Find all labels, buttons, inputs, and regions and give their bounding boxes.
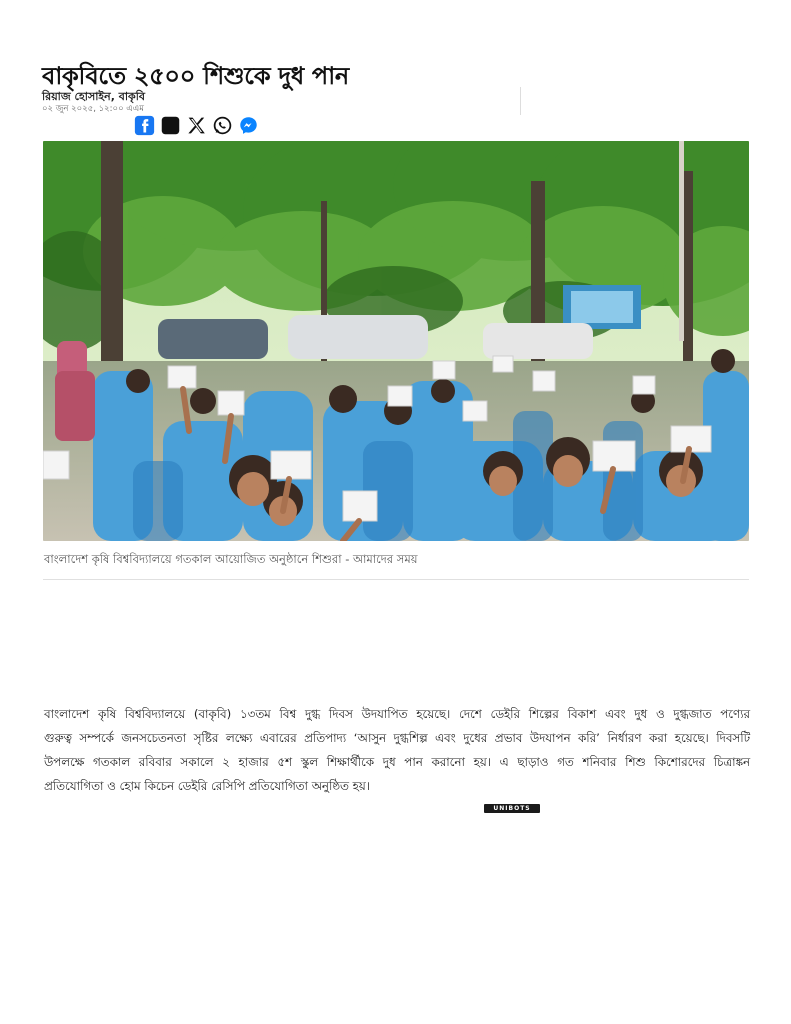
publish-date: ০২ জুন ২০২৫, ১২:০০ এএম: [42, 104, 144, 114]
facebook-icon[interactable]: [133, 114, 155, 136]
share-bar: [133, 114, 259, 136]
photo-caption: বাংলাদেশ কৃষি বিশ্ববিদ্যালয়ে গতকাল আয়োজিত অনুষ্ঠানে শিশুরা - আমাদের সময়: [44, 552, 418, 566]
x-icon[interactable]: [185, 114, 207, 136]
body-line: বাংলাদেশ কৃষি বিশ্ববিদ্যালয়ে (বাকৃবি) ১৩তম বিশ্ব দুগ্ধ দিবস উদযাপিত হয়েছে। দেশে ডেইরি শিল্পের বিকাশ এবং দুধ ও দুগ্ধজাত পণ্যের: [44, 707, 750, 721]
body-line: উপলক্ষে গতকাল রবিবার সকালে ২ হাজার ৫শ স্কুল শিক্ষার্থীকে দুধ পান করানো হয়। এ ছাড়াও গত শনিবার শিশু কিশোরদের চিত্রাঙ্কন: [44, 755, 750, 769]
article-photo: [43, 141, 749, 541]
article-body: [44, 702, 750, 798]
body-line: প্রতিযোগিতা ও হোম কিচেন ডেইরি রেসিপি প্রতিযোগিতা অনুষ্ঠিত হয়।: [44, 779, 370, 793]
header-divider: [520, 87, 521, 115]
author-byline[interactable]: রিয়াজ হোসাইন, বাকৃবি: [42, 90, 145, 103]
caption-divider: [43, 579, 749, 580]
unibots-badge[interactable]: UNIBOTS: [484, 804, 540, 813]
headline: বাকৃবিতে ২৫০০ শিশুকে দুধ পান: [42, 62, 349, 91]
messenger-icon[interactable]: [237, 114, 259, 136]
body-line: গুরুত্ব সম্পর্কে জনসচেতনতা সৃষ্টির লক্ষ্যে এবারের প্রতিপাদ্য ‘আসুন দুগ্ধশিল্প এবং দুধের প্রভাব উদযাপন করি’ নির্ধারণ করা হয়েছে। দিবসটি: [44, 731, 750, 745]
square-icon[interactable]: [159, 114, 181, 136]
whatsapp-icon[interactable]: [211, 114, 233, 136]
